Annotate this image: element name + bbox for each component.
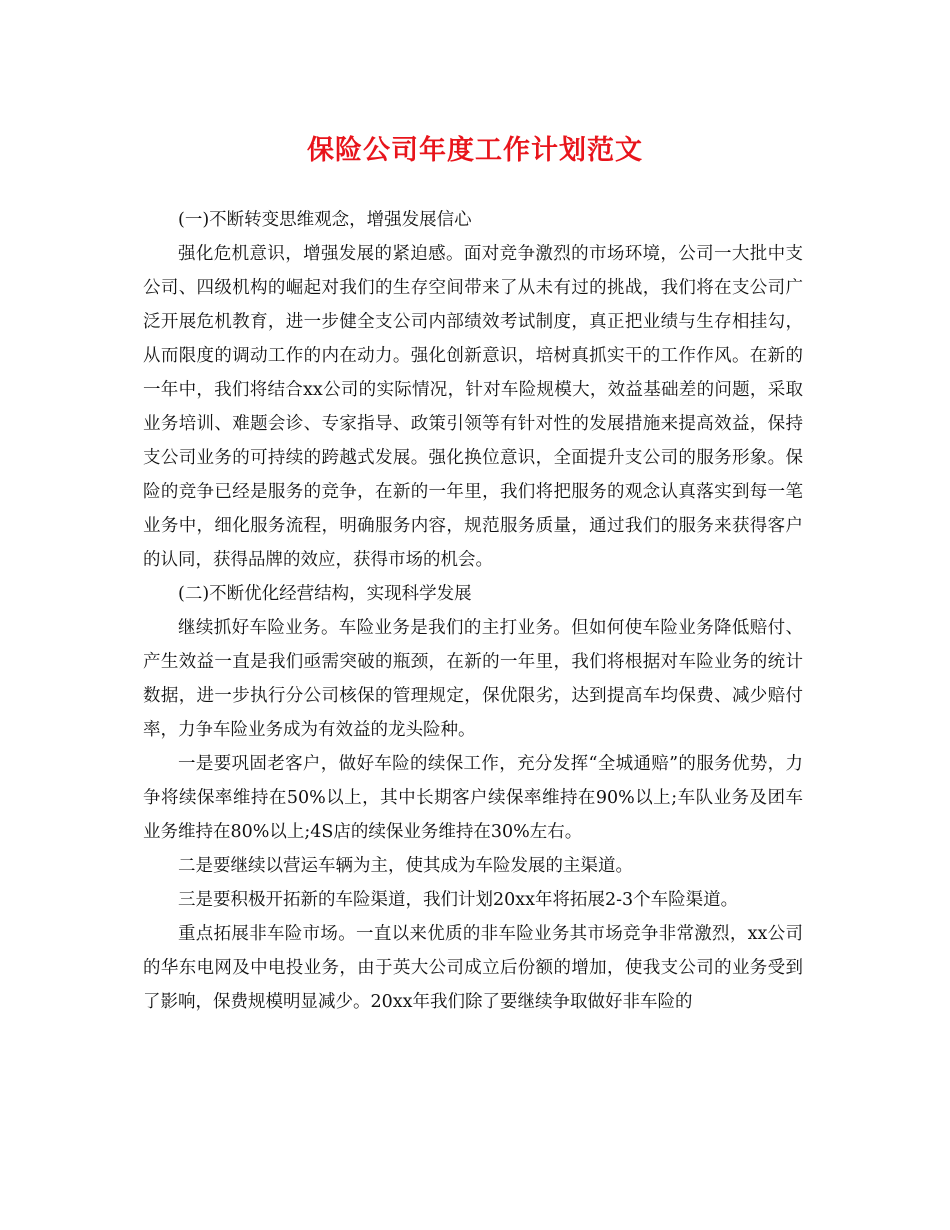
document-title: 保险公司年度工作计划范文	[307, 135, 643, 166]
document-body	[143, 203, 803, 1019]
paragraph: 三是要积极开拓新的车险渠道，我们计划20xx年将拓展2-3个车险渠道。	[178, 890, 739, 910]
paragraph: 一是要巩固老客户，做好车险的续保工作，充分发挥“全城通赔”的服务优势，力争将续保率维持在50%以上，其中长期客户续保率维持在90%以上;车队业务及团车业务维持在80%以上;4S店的续保业务维持在30%左右。	[143, 754, 803, 842]
paragraph: 强化危机意识，增强发展的紧迫感。面对竞争激烈的市场环境，公司一大批中支公司、四级机构的崛起对我们的生存空间带来了从未有过的挑战，我们将在支公司广泛开展危机教育，进一步健全支公司内部绩效考试制度，真正把业绩与生存相挂勾，从而限度的调动工作的内在动力。强化创新意识，培树真抓实干的工作作风。在新的一年中，我们将结合xx公司的实际情况，针对车险规模大，效益基础差的问题，采取业务培训、难题会诊、专家指导、政策引领等有针对性的发展措施来提高效益，保持支公司业务的可持续的跨越式发展。强化换位意识，全面提升支公司的服务形象。保险的竞争已经是服务的竞争，在新的一年里，我们将把服务的观念认真落实到每一笔业务中，细化服务流程，明确服务内容，规范服务质量，通过我们的服务来获得客户的认同，获得品牌的效应，获得市场的机会。	[143, 244, 803, 570]
paragraph: 继续抓好车险业务。车险业务是我们的主打业务。但如何使车险业务降低赔付、产生效益一直是我们亟需突破的瓶颈，在新的一年里，我们将根据对车险业务的统计数据，进一步执行分公司核保的管理规定，保优限劣，达到提高车均保费、减少赔付率，力争车险业务成为有效益的龙头险种。	[143, 618, 803, 740]
section-heading-1: (一)不断转变思维观念，增强发展信心	[178, 210, 472, 230]
paragraph: 二是要继续以营运车辆为主，使其成为车险发展的主渠道。	[178, 856, 633, 876]
paragraph: 重点拓展非车险市场。一直以来优质的非车险业务其市场竞争非常激烈，xx公司的华东电网及中电投业务，由于英大公司成立后份额的增加，使我支公司的业务受到了影响，保费规模明显减少。20xx年我们除了要继续争取做好非车险的	[143, 924, 803, 1012]
section-heading-2: (二)不断优化经营结构，实现科学发展	[178, 584, 472, 604]
